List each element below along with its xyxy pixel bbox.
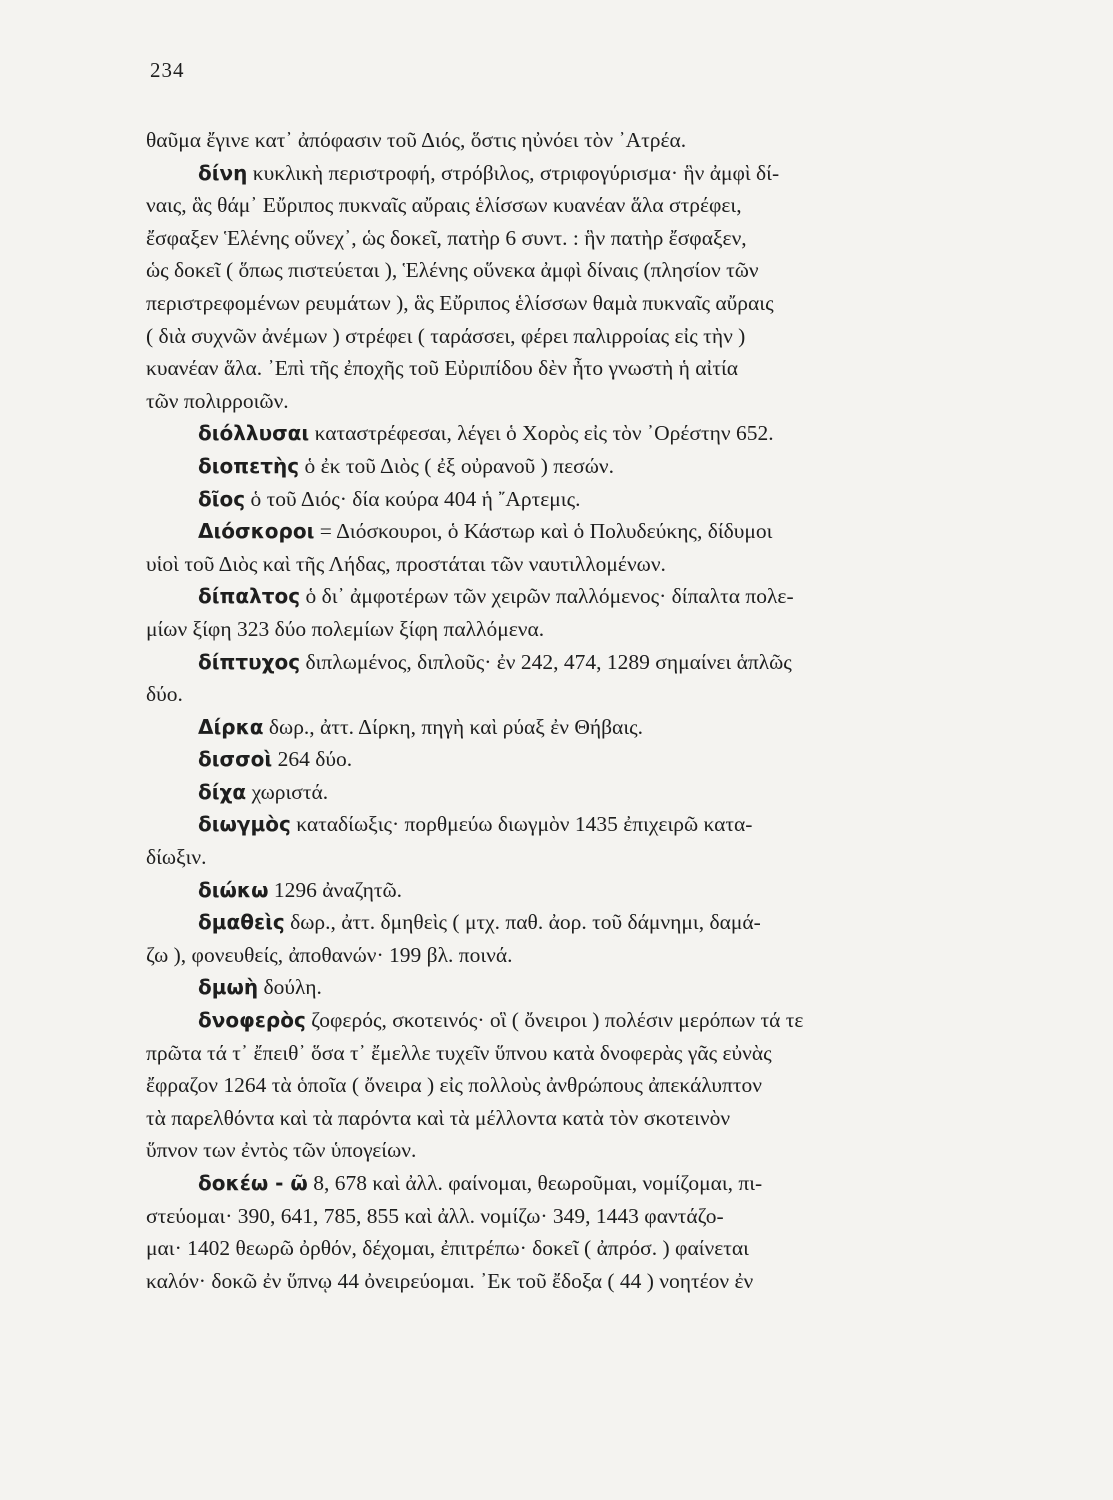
text-line <box>146 971 1008 1004</box>
page-number: 234 <box>150 58 185 82</box>
definition-text: ὁ τοῦ Διός· δία κούρα 404 ἡ ῎Αρτεμις. <box>250 486 581 511</box>
text-line <box>146 124 1008 157</box>
dictionary-entry <box>146 580 1008 645</box>
definition-text: ναις, ἃς θάμ᾽ Εὔριπος πυκναῖς αὔραις ἑλίσσων κυανέαν ἅλα στρέφει, <box>146 193 742 218</box>
definition-text: = Διόσκουροι, ὁ Κάστωρ καὶ ὁ Πολυδεύκης, δίδυμοι <box>319 519 773 544</box>
definition-text: ( διὰ συχνῶν ἀνέμων ) στρέφει ( ταράσσει, φέρει παλιρροίας εἰς τὴν ) <box>146 323 746 348</box>
headword: δοκέω - ῶ <box>198 1171 308 1195</box>
dictionary-text <box>146 124 1008 1297</box>
dictionary-entry <box>146 450 1008 483</box>
text-line <box>146 189 1008 222</box>
text-line <box>146 1265 1008 1298</box>
dictionary-entry <box>146 124 1008 157</box>
text-line <box>146 580 1008 613</box>
headword: δνοφερὸς <box>198 1008 306 1033</box>
definition-text: δωρ., ἀττ. δμηθεὶς ( μτχ. παθ. ἀορ. τοῦ δάμνημι, δαμά- <box>290 910 761 935</box>
definition-text: θαῦμα ἔγινε κατ᾽ ἀπόφασιν τοῦ Διός, ὅστις ηὐνόει τὸν ᾽Ατρέα. <box>146 128 687 152</box>
definition-text: στεύομαι· 390, 641, 785, 855 καὶ ἀλλ. νομίζω· 349, 1443 φαντάζο- <box>146 1203 724 1228</box>
definition-text: 1296 ἀναζητῶ. <box>273 877 402 902</box>
text-line <box>146 320 1008 353</box>
dictionary-entry <box>146 906 1008 971</box>
text-line <box>146 287 1008 320</box>
dictionary-entry <box>146 417 1008 450</box>
headword: δμωὴ <box>198 975 259 1000</box>
definition-text: διπλωμένος, διπλοῦς· ἐν 242, 474, 1289 σημαίνει ἁπλῶς <box>305 649 792 674</box>
text-line <box>146 646 1008 679</box>
definition-text: 264 δύο. <box>277 747 353 772</box>
dictionary-entry <box>146 971 1008 1004</box>
text-line <box>146 841 1008 874</box>
dictionary-entry <box>146 1167 1008 1297</box>
dictionary-entry <box>146 157 1008 418</box>
definition-text: ὕπνον των ἐντὸς τῶν ὑπογείων. <box>146 1138 417 1163</box>
dictionary-entry <box>146 874 1008 907</box>
text-line <box>146 1102 1008 1135</box>
definition-text: πρῶτα τά τ᾽ ἔπειθ᾽ ὅσα τ᾽ ἔμελλε τυχεῖν ὕπνου κατὰ δνοφερὰς γᾶς εὐνὰς <box>146 1040 772 1065</box>
text-line <box>146 613 1008 646</box>
definition-text: καλόν· δοκῶ ἐν ὕπνῳ 44 ὀνειρεύομαι. ᾽Εκ τοῦ ἔδοξα ( 44 ) νοητέον ἐν <box>146 1268 754 1293</box>
headword: δῖος <box>198 486 246 511</box>
definition-text: ἔσφαξεν Ἑλένης οὕνεχ᾽, ὡς δοκεῖ, πατὴρ 6 συντ. : ἣν πατὴρ ἔσφαξεν, <box>146 225 747 250</box>
definition-text: κυκλικὴ περιστροφή, στρόβιλος, στριφογύρισμα· ἣν ἀμφὶ δί- <box>252 160 780 185</box>
text-line <box>146 222 1008 255</box>
text-line <box>146 1200 1008 1233</box>
text-line <box>146 548 1008 581</box>
text-line <box>146 678 1008 711</box>
text-line <box>146 1167 1008 1200</box>
definition-text: μίων ξίφη 323 δύο πολεμίων ξίφη παλλόμενα. <box>146 616 545 641</box>
dictionary-entry <box>146 711 1008 744</box>
definition-text: ἔφραζον 1264 τὰ ὁποῖα ( ὄνειρα ) εἰς πολλοὺς ἀνθρώπους ἀπεκάλυπτον <box>146 1073 762 1098</box>
text-line <box>146 385 1008 418</box>
headword: δίνη <box>198 160 248 185</box>
headword: Δίρκα <box>198 714 264 739</box>
text-line <box>146 450 1008 483</box>
definition-text: ζω ), φονευθείς, ἀποθανών· 199 βλ. ποινά. <box>146 942 513 967</box>
dictionary-entry <box>146 743 1008 776</box>
definition-text: τῶν πολιρροιῶν. <box>146 388 289 413</box>
definition-text: μαι· 1402 θεωρῶ ὀρθόν, δέχομαι, ἐπιτρέπω· δοκεῖ ( ἀπρόσ. ) φαίνεται <box>146 1236 749 1261</box>
text-line <box>146 1037 1008 1070</box>
headword: δίπτυχος <box>198 649 301 674</box>
definition-text: τὰ παρελθόντα καὶ τὰ παρόντα καὶ τὰ μέλλοντα κατὰ τὸν σκοτεινὸν <box>146 1105 731 1130</box>
text-line <box>146 157 1008 190</box>
text-line <box>146 515 1008 548</box>
headword: δίπαλτος <box>198 584 301 609</box>
text-line <box>146 1232 1008 1265</box>
headword: δμαθεὶς <box>198 910 285 935</box>
headword: διόλλυσαι <box>198 421 310 446</box>
text-line <box>146 1134 1008 1167</box>
text-line <box>146 254 1008 287</box>
definition-text: δωρ., ἀττ. Δίρκη, πηγὴ καὶ ρύαξ ἐν Θήβαις. <box>268 714 643 739</box>
text-line <box>146 483 1008 516</box>
definition-text: δούλη. <box>263 975 322 1000</box>
dictionary-entry <box>146 515 1008 580</box>
dictionary-entry <box>146 808 1008 873</box>
text-line <box>146 711 1008 744</box>
definition-text: κυανέαν ἅλα. ᾽Επὶ τῆς ἐποχῆς τοῦ Εὐριπίδου δὲν ἦτο γνωστὴ ἡ αἰτία <box>146 356 739 381</box>
definition-text: ὁ δι᾽ ἀμφοτέρων τῶν χειρῶν παλλόμενος· δίπαλτα πολε- <box>305 584 794 609</box>
text-line <box>146 906 1008 939</box>
text-line <box>146 1069 1008 1102</box>
headword: δίχα <box>198 779 247 804</box>
dictionary-entry <box>146 646 1008 711</box>
text-line <box>146 939 1008 972</box>
definition-text: χωριστά. <box>251 779 329 804</box>
definition-text: ὡς δοκεῖ ( ὅπως πιστεύεται ), Ἑλένης οὕνεκα ἀμφὶ δίναις (πλησίον τῶν <box>146 258 759 283</box>
definition-text: καταστρέφεσαι, λέγει ὁ Χορὸς εἰς τὸν ᾽Ορέστην 652. <box>314 421 774 446</box>
text-line <box>146 743 1008 776</box>
dictionary-entry <box>146 483 1008 516</box>
definition-text: ζοφερός, σκοτεινός· οἳ ( ὄνειροι ) πολέσιν μερόπων τά τε <box>311 1008 804 1033</box>
text-line <box>146 776 1008 809</box>
text-line <box>146 352 1008 385</box>
definition-text: περιστρεφομένων ρευμάτων ), ἃς Εὔριπος ἑλίσσων θαμὰ πυκναῖς αὔραις <box>146 290 774 315</box>
definition-text: ὁ ἐκ τοῦ Διὸς ( ἐξ οὐρανοῦ ) πεσών. <box>304 453 614 478</box>
definition-text: δύο. <box>146 682 183 707</box>
text-line <box>146 874 1008 907</box>
text-line <box>146 1004 1008 1037</box>
dictionary-entry <box>146 776 1008 809</box>
headword: Διόσκοροι <box>198 519 315 544</box>
definition-text: δίωξιν. <box>146 845 207 870</box>
headword: διοπετὴς <box>198 453 300 478</box>
headword: διωγμὸς <box>198 812 291 837</box>
dictionary-entry <box>146 1004 1008 1167</box>
definition-text: υἱοὶ τοῦ Διὸς καὶ τῆς Λήδας, προστάται τῶν ναυτιλλομένων. <box>146 551 666 576</box>
text-line <box>146 808 1008 841</box>
headword: δισσοὶ <box>198 747 273 772</box>
text-line <box>146 417 1008 450</box>
definition-text: καταδίωξις· πορθμεύω διωγμὸν 1435 ἐπιχειρῶ κατα- <box>296 812 753 837</box>
definition-text: 8, 678 καὶ ἀλλ. φαίνομαι, θεωροῦμαι, νομίζομαι, πι- <box>313 1171 763 1195</box>
headword: διώκω <box>198 877 269 902</box>
